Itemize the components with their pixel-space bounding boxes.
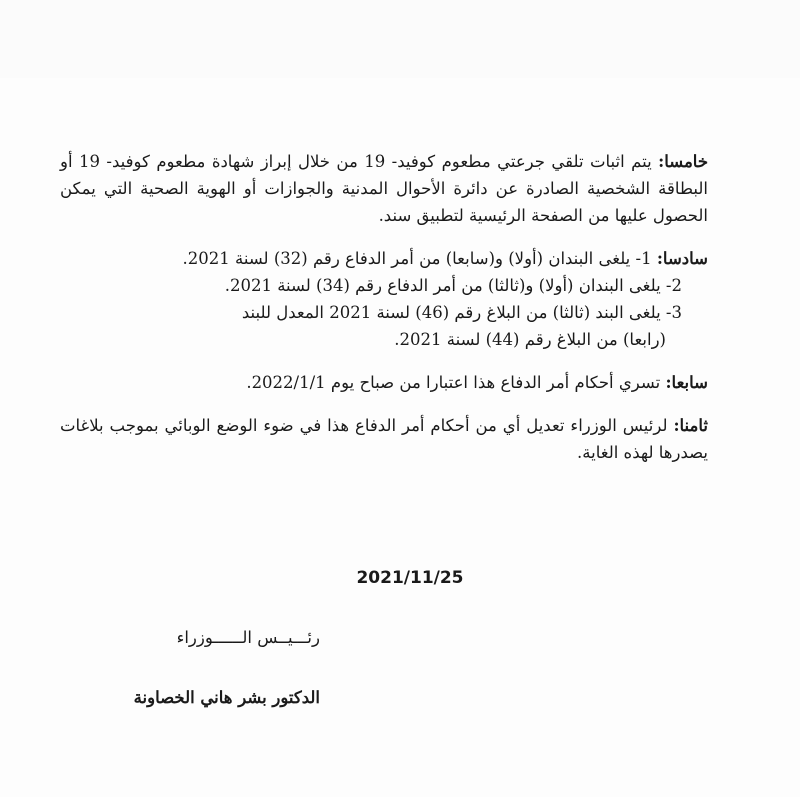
section-sixth-item-text: 1- يلغى البندان (أولا) و(سابعا) من أمر الدفاع رقم (32) لسنة 2021.: [182, 249, 652, 268]
section-sixth-list: [60, 245, 708, 353]
section-sixth-item: 3- يلغى البند (ثالثا) من البلاغ رقم (46) لسنة 2021 المعدل للبند: [241, 303, 682, 322]
signatory-title: رئـــيــس الــــــوزراء: [176, 628, 320, 647]
section-eighth-text: لرئيس الوزراء تعديل أي من أحكام أمر الدفاع هذا في ضوء الوضع الوبائي بموجب بلاغات يصدرها لهذه الغاية.: [60, 416, 708, 462]
document-body: [60, 148, 708, 482]
section-sixth: [60, 245, 708, 353]
document-date: 2021/11/25: [356, 568, 464, 588]
section-sixth-label: سادسا:: [656, 249, 708, 268]
section-seventh: [60, 369, 708, 396]
section-fifth: [60, 148, 708, 229]
signatory-name: الدكتور بشر هاني الخصاونة: [133, 688, 320, 707]
section-fifth-label: خامسا:: [658, 152, 709, 171]
section-seventh-text: تسري أحكام أمر الدفاع هذا اعتبارا من صباح يوم 2022/1/1.: [246, 373, 661, 392]
section-fifth-text: يتم اثبات تلقي جرعتي مطعوم كوفيد- 19 من خلال إبراز شهادة مطعوم كوفيد- 19 أو البطاقة الشخصية الصادرة عن دائرة الأحوال المدنية والجوازات أو الهوية الصحية التي يمكن الحصول عليها من الصفحة الرئيسية لتطبيق سند.: [60, 152, 708, 225]
section-sixth-item-continuation: (رابعا) من البلاغ رقم (44) لسنة 2021.: [394, 330, 666, 349]
top-margin: [0, 0, 800, 78]
section-sixth-item: 2- يلغى البندان (أولا) و(ثالثا) من أمر الدفاع رقم (34) لسنة 2021.: [224, 276, 682, 295]
section-sixth-item: [60, 245, 708, 272]
section-eighth-label: ثامنا:: [673, 416, 708, 435]
section-eighth: [60, 412, 708, 466]
section-seventh-label: سابعا:: [665, 373, 708, 392]
